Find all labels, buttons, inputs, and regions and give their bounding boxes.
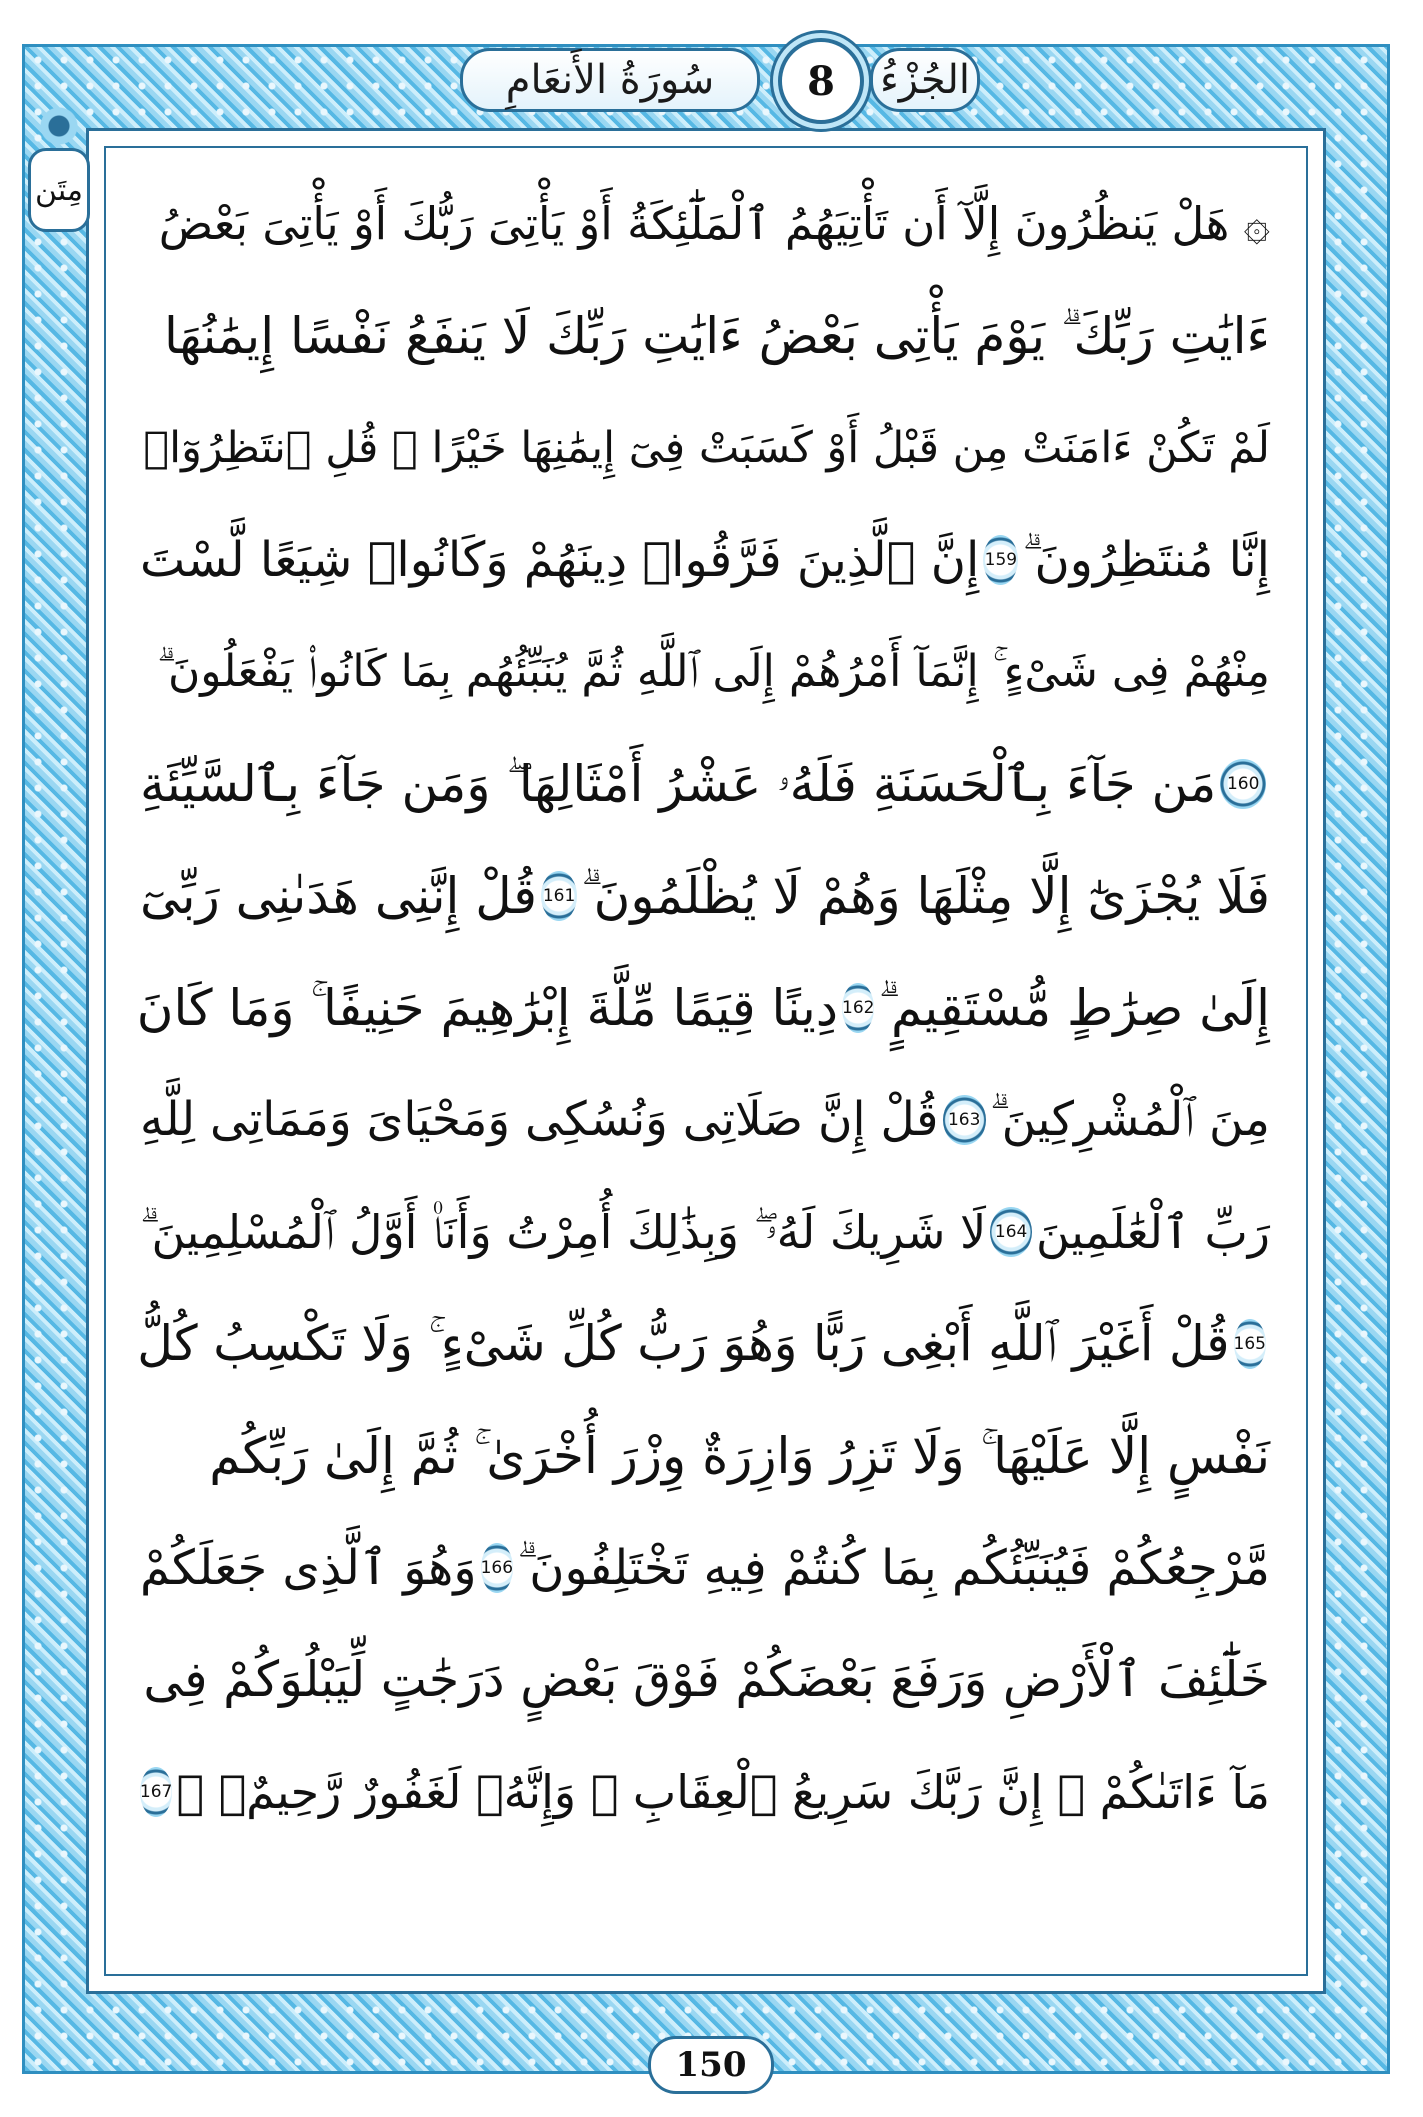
verse-text: فَلَا يُجْزَىٰٓ إِلَّا مِثْلَهَا وَهُمْ لَا يُظْلَمُونَ ۗ [581, 867, 1270, 925]
ayah-marker-icon: 164 [990, 1207, 1032, 1257]
verse-text: إِلَىٰ صِرَٰطٍ مُّسْتَقِيمٍ ۗ [878, 979, 1270, 1037]
ayah-marker-icon: 167 [140, 1767, 172, 1817]
ayah-marker-icon: 166 [481, 1543, 514, 1593]
verse-text: نَفْسٍ إِلَّا عَلَيْهَا ۚ وَلَا تَزِرُ وَازِرَةٌ وِزْرَ أُخْرَىٰ ۚ ثُمَّ إِلَىٰ رَبِّكُم [209, 1427, 1270, 1485]
ayah-marker-icon: 161 [541, 871, 577, 921]
verse-line [140, 280, 1270, 392]
verse-text: إِنَّا مُنتَظِرُونَ ۗ [1022, 532, 1270, 588]
side-marker [26, 90, 92, 240]
verse-line [140, 1512, 1270, 1624]
page-header [460, 38, 980, 124]
verse-text: دِينًا قِيَمًا مِّلَّةَ إِبْرَٰهِيمَ حَنِيفًا ۚ وَمَا كَانَ [136, 979, 839, 1037]
verse-text: إِنَّ ٱلَّذِينَ فَرَّقُوا۟ دِينَهُمْ وَكَانُوا۟ شِيَعًا لَّسْتَ [140, 532, 980, 588]
verse-text: مَآ ءَاتَىٰكُمْ ۗ إِنَّ رَبَّكَ سَرِيعُ ٱلْعِقَابِ ۖ وَإِنَّهُۥ لَغَفُورٌ رَّحِيمٌۢ ۗ [176, 1765, 1270, 1819]
verse-text: ءَايَٰتِ رَبِّكَ ۗ يَوْمَ يَأْتِى بَعْضُ ءَايَٰتِ رَبِّكَ لَا يَنفَعُ نَفْسًا إِيمَٰنُهَا [164, 307, 1270, 365]
page-number: 150 [648, 2036, 774, 2094]
verse-line [136, 952, 1270, 1064]
verse-text: خَلَٰٓئِفَ ٱلْأَرْضِ وَرَفَعَ بَعْضَكُمْ فَوْقَ بَعْضٍ دَرَجَٰتٍ لِّيَبْلُوَكُمْ فِى [143, 1651, 1270, 1708]
verse-line [140, 168, 1270, 280]
verse-line [140, 392, 1270, 504]
ornament-icon [36, 90, 82, 150]
verse-line [140, 1400, 1270, 1512]
verse-line [140, 1064, 1270, 1176]
verse-text: لَا شَرِيكَ لَهُۥ ۖ وَبِذَٰلِكَ أُمِرْتُ وَأَنَا۠ أَوَّلُ ٱلْمُسْلِمِينَ ۗ [140, 1205, 987, 1259]
ayah-marker-icon: 165 [1234, 1319, 1266, 1369]
side-marker-label: مِتَن [28, 148, 90, 232]
verse-text: مِنَ ٱلْمُشْرِكِينَ ۗ [989, 1092, 1270, 1147]
verse-text: قُلْ أَغَيْرَ ٱللَّهِ أَبْغِى رَبًّا وَهُوَ رَبُّ كُلِّ شَىْءٍ ۚ وَلَا تَكْسِبُ كُلُّ [137, 1315, 1230, 1372]
verse-line [140, 1176, 1270, 1288]
ayah-marker-icon: 163 [943, 1095, 986, 1145]
verse-line [137, 1288, 1270, 1400]
verse-line [140, 840, 1270, 952]
verse-text: مِنْهُمْ فِى شَىْءٍ ۚ إِنَّمَآ أَمْرُهُمْ إِلَى ٱللَّهِ ثُمَّ يُنَبِّئُهُم بِمَا كَانُوا۟ يَفْعَلُونَ ۗ [156, 646, 1270, 697]
verse-line [140, 728, 1270, 840]
verse-line [140, 1736, 1270, 1848]
verse-text: مَن جَآءَ بِٱلْحَسَنَةِ فَلَهُۥ عَشْرُ أَمْثَالِهَا ۖ وَمَن جَآءَ بِٱلسَّيِّئَةِ [140, 755, 1217, 813]
verse-text: قُلْ إِنَّ صَلَاتِى وَنُسُكِى وَمَحْيَاىَ وَمَمَاتِى لِلَّهِ [140, 1092, 939, 1147]
ayah-marker-icon: 162 [842, 983, 874, 1033]
verse-text: ۞ هَلْ يَنظُرُونَ إِلَّآ أَن تَأْتِيَهُمُ ٱلْمَلَٰٓئِكَةُ أَوْ يَأْتِىَ رَبُّكَ أَوْ يَأْتِىَ بَعْضُ [158, 197, 1270, 250]
verse-text: رَبِّ ٱلْعَٰلَمِينَ [1035, 1205, 1270, 1259]
juz-number: 8 [778, 38, 864, 124]
verse-text: مَّرْجِعُكُمْ فَيُنَبِّئُكُم بِمَا كُنتُمْ فِيهِ تَخْتَلِفُونَ ۗ [517, 1540, 1270, 1596]
juz-label: الجُزْءُ [870, 48, 980, 112]
verse-lines [136, 168, 1270, 1848]
verse-line [140, 504, 1270, 616]
verse-text: لَمْ تَكُنْ ءَامَنَتْ مِن قَبْلُ أَوْ كَسَبَتْ فِىٓ إِيمَٰنِهَا خَيْرًا ۗ قُلِ ٱنتَظِرُوٓا۟ [143, 423, 1270, 473]
verse-line [140, 1624, 1270, 1736]
ayah-marker-icon: 160 [1220, 759, 1266, 809]
verse-line [140, 616, 1270, 728]
verse-text: قُلْ إِنَّنِى هَدَىٰنِى رَبِّىٓ [140, 867, 538, 925]
surah-title: سُورَةُ الأَنعَامِ [460, 48, 760, 112]
verse-text: وَهُوَ ٱلَّذِى جَعَلَكُمْ [140, 1540, 477, 1596]
ayah-marker-icon: 159 [983, 535, 1018, 585]
